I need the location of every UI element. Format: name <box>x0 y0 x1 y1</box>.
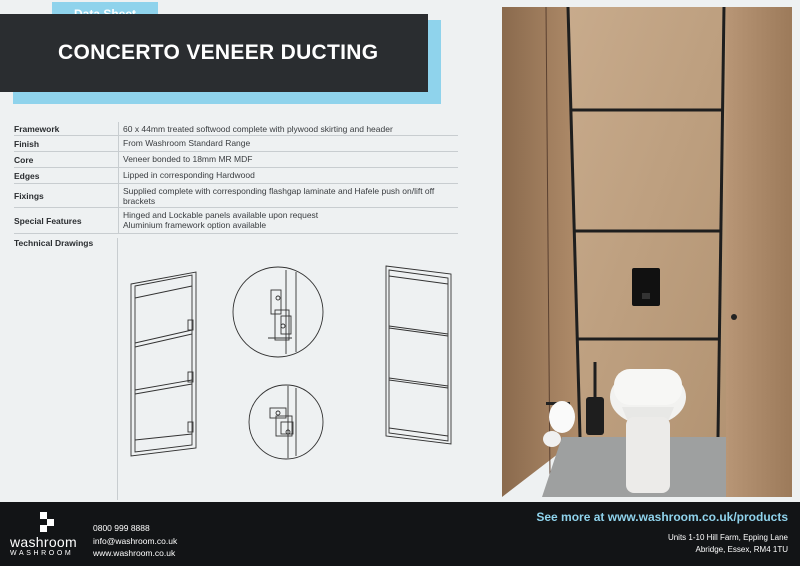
spec-table <box>14 122 458 234</box>
flush-plate <box>632 268 660 306</box>
spec-label: Fixings <box>14 190 44 201</box>
address <box>668 532 788 556</box>
address-line: Units 1-10 Hill Farm, Epping Lane <box>667 533 788 542</box>
toilet-brush <box>586 397 604 435</box>
contact-details <box>93 522 177 560</box>
logo-word: washroom <box>10 534 77 550</box>
bracket-detail-bottom-drawing <box>249 385 323 459</box>
spec-row-core <box>14 152 458 168</box>
spec-value: From Washroom Standard Range <box>118 136 458 151</box>
spec-label: Framework <box>14 123 60 134</box>
right-wall <box>726 7 792 497</box>
spec-value <box>118 208 458 233</box>
spec-label: Core <box>14 154 34 165</box>
spec-value-line: Hinged and Lockable panels available upon request <box>123 210 319 220</box>
spec-row-special-features <box>14 208 458 234</box>
logo-sub: WASHROOM <box>10 550 74 557</box>
email-link[interactable]: info@washroom.co.uk <box>93 535 178 546</box>
toilet-roll <box>549 401 575 433</box>
spec-row-fixings <box>14 184 458 208</box>
installation-photo <box>502 7 792 497</box>
spec-value: Supplied complete with corresponding flashgap laminate and Hafele push on/lift off brackets <box>118 184 458 207</box>
address-line: Abridge, Essex, RM4 1TU <box>695 545 788 554</box>
framework-elevation-drawing <box>131 272 196 456</box>
spec-value: Veneer bonded to 18mm MR MDF <box>118 152 458 167</box>
technical-drawings <box>118 250 458 490</box>
see-more-link[interactable]: See more at www.washroom.co.uk/products <box>536 510 788 524</box>
spec-label: Finish <box>14 138 40 149</box>
spec-label: Special Features <box>14 215 82 226</box>
spec-row-edges <box>14 168 458 184</box>
bracket-detail-top-drawing <box>233 267 323 357</box>
spec-value: 60 x 44mm treated softwood complete with plywood skirting and header <box>118 122 458 135</box>
spec-value-line: Aluminium framework option available <box>123 220 267 230</box>
spec-row-finish <box>14 136 458 152</box>
spec-value: Lipped in corresponding Hardwood <box>118 168 458 183</box>
panel-elevation-drawing <box>386 266 451 444</box>
page-title: CONCERTO VENEER DUCTING <box>0 14 428 92</box>
website-link[interactable]: www.washroom.co.uk <box>93 548 176 558</box>
spec-row-framework <box>14 122 458 136</box>
technical-drawings-label: Technical Drawings <box>14 238 94 248</box>
spec-label: Edges <box>14 170 40 181</box>
logo-mark-icon <box>36 512 60 532</box>
footer <box>0 502 800 566</box>
phone-number[interactable]: 0800 999 8888 <box>93 523 150 533</box>
washroom-logo <box>10 512 86 560</box>
